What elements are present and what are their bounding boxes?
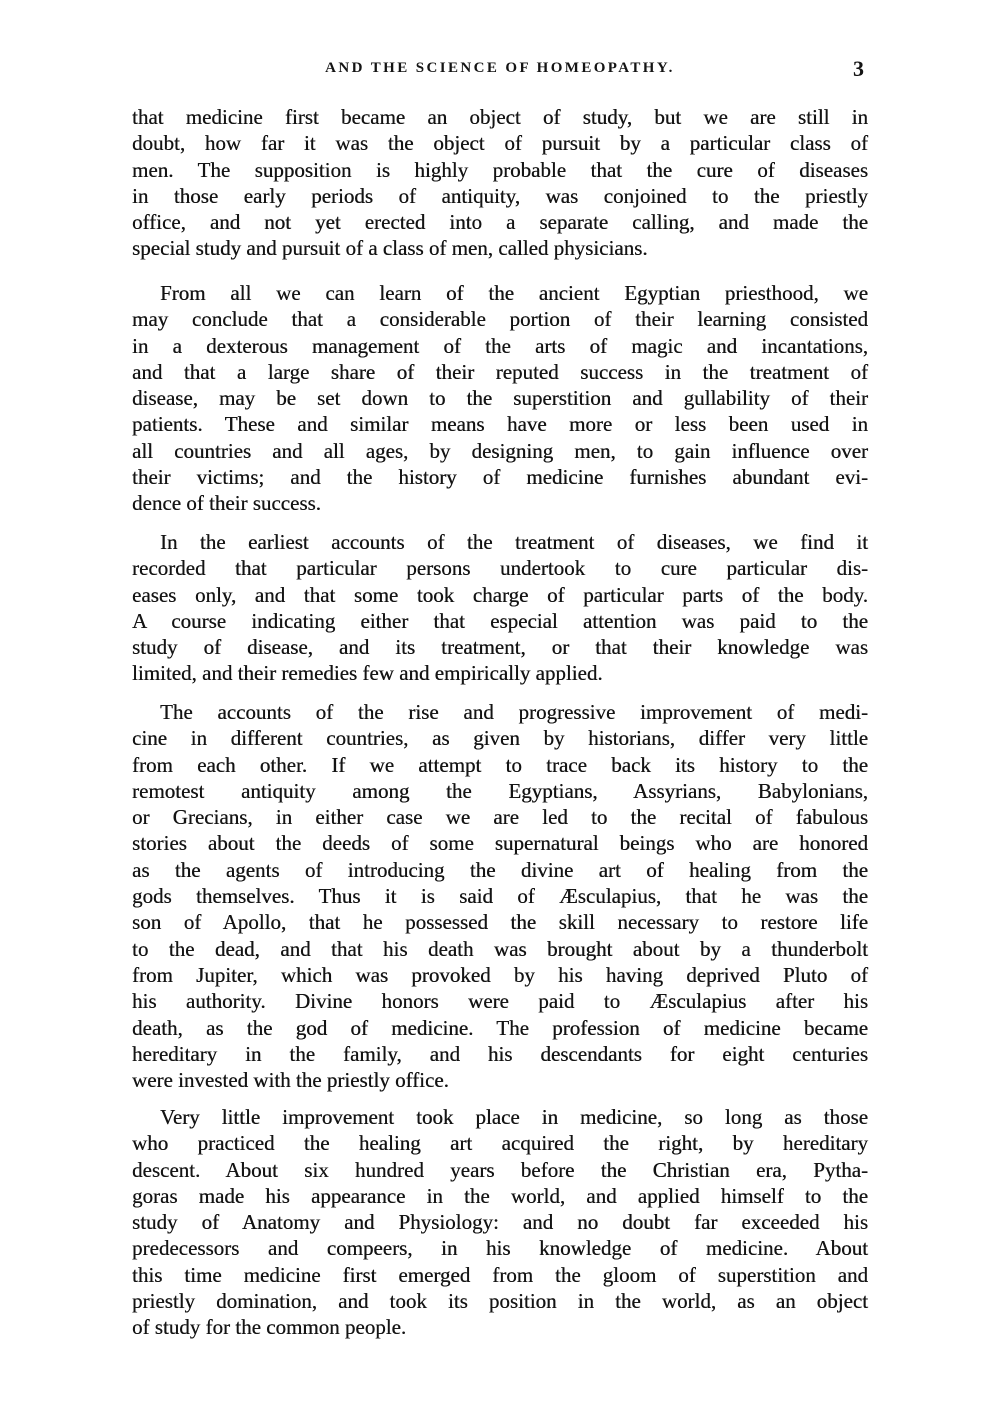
- text-line: who practiced the healing art acquired the right, by hereditary: [132, 1131, 868, 1156]
- text-line: Very little improvement took place in medicine, so long as those: [160, 1105, 868, 1129]
- text-line: disease, may be set down to the superstition and gullability of their: [132, 386, 868, 411]
- text-line: from each other. If we attempt to trace back its history to the: [132, 752, 868, 777]
- text-line: to the dead, and that his death was brought about by a thunderbolt: [132, 936, 868, 961]
- text-line: death, as the god of medicine. The profession of medicine became: [132, 1015, 868, 1040]
- text-line: eases only, and that some took charge of particular parts of the body.: [132, 582, 868, 607]
- text-line: doubt, how far it was the object of pursuit by a particular class of: [132, 131, 868, 156]
- text-line: study of Anatomy and Physiology: and no doubt far exceeded his: [132, 1210, 868, 1235]
- text-line: and that a large share of their reputed success in the treatment of: [132, 359, 868, 384]
- text-line: From all we can learn of the ancient Egyptian priesthood, we: [160, 281, 868, 305]
- text-line: may conclude that a considerable portion of their learning consisted: [132, 307, 868, 332]
- text-line: remotest antiquity among the Egyptians, Assyrians, Babylonians,: [132, 778, 868, 803]
- page-number: 3: [853, 56, 864, 81]
- paragraph: [132, 280, 868, 517]
- paragraph: [132, 529, 868, 687]
- text-line: recorded that particular persons undertook to cure particular dis-: [132, 556, 868, 581]
- text-line: their victims; and the history of medicine furnishes abundant evi-: [132, 465, 868, 490]
- text-line: all countries and all ages, by designing men, to gain influence over: [132, 438, 868, 463]
- text-line: descent. About six hundred years before the Christian era, Pytha-: [132, 1157, 868, 1182]
- text-line: men. The supposition is highly probable that the cure of diseases: [132, 157, 868, 182]
- text-line: priestly domination, and took its position in the world, as an object: [132, 1289, 868, 1314]
- text-line: cine in different countries, as given by historians, differ very little: [132, 726, 868, 751]
- text-line: The accounts of the rise and progressive improvement of medi-: [160, 700, 868, 724]
- text-line: in a dexterous management of the arts of magic and incantations,: [132, 333, 868, 358]
- text-line: his authority. Divine honors were paid to Æsculapius after his: [132, 989, 868, 1014]
- text-line: from Jupiter, which was provoked by his having deprived Pluto of: [132, 962, 868, 987]
- text-line: gods themselves. Thus it is said of Æsculapius, that he was the: [132, 884, 868, 909]
- text-line: office, and not yet erected into a separate calling, and made the: [132, 210, 868, 235]
- text-line: as the agents of introducing the divine art of healing from the: [132, 857, 868, 882]
- running-head-title: AND THE SCIENCE OF HOMEOPATHY.: [325, 60, 675, 76]
- running-head: [132, 56, 868, 82]
- paragraph: [132, 699, 868, 1093]
- text-line: that medicine first became an object of study, but we are still in: [132, 105, 868, 129]
- text-line: son of Apollo, that he possessed the skill necessary to restore life: [132, 910, 868, 935]
- text-line: predecessors and compeers, in his knowledge of medicine. About: [132, 1236, 868, 1261]
- text-line: hereditary in the family, and his descendants for eight centuries: [132, 1041, 868, 1066]
- text-line: goras made his appearance in the world, and applied himself to the: [132, 1183, 868, 1208]
- text-line: patients. These and similar means have more or less been used in: [132, 412, 868, 437]
- text-line: In the earliest accounts of the treatment of diseases, we find it: [160, 530, 868, 554]
- text-line: in those early periods of antiquity, was conjoined to the priestly: [132, 183, 868, 208]
- text-line: of study for the common people.: [132, 1315, 407, 1340]
- paragraph: [132, 1104, 868, 1341]
- text-line: study of disease, and its treatment, or that their knowledge was: [132, 635, 868, 660]
- text-line: or Grecians, in either case we are led to the recital of fabulous: [132, 805, 868, 830]
- paragraph: [132, 104, 868, 262]
- text-line: were invested with the priestly office.: [132, 1068, 449, 1093]
- text-line: this time medicine first emerged from the gloom of superstition and: [132, 1262, 868, 1287]
- text-line: A course indicating either that especial attention was paid to the: [132, 608, 868, 633]
- text-line: limited, and their remedies few and empirically applied.: [132, 661, 603, 686]
- text-line: stories about the deeds of some supernatural beings who are honored: [132, 831, 868, 856]
- text-line: dence of their success.: [132, 491, 321, 516]
- text-line: special study and pursuit of a class of men, called physicians.: [132, 236, 648, 261]
